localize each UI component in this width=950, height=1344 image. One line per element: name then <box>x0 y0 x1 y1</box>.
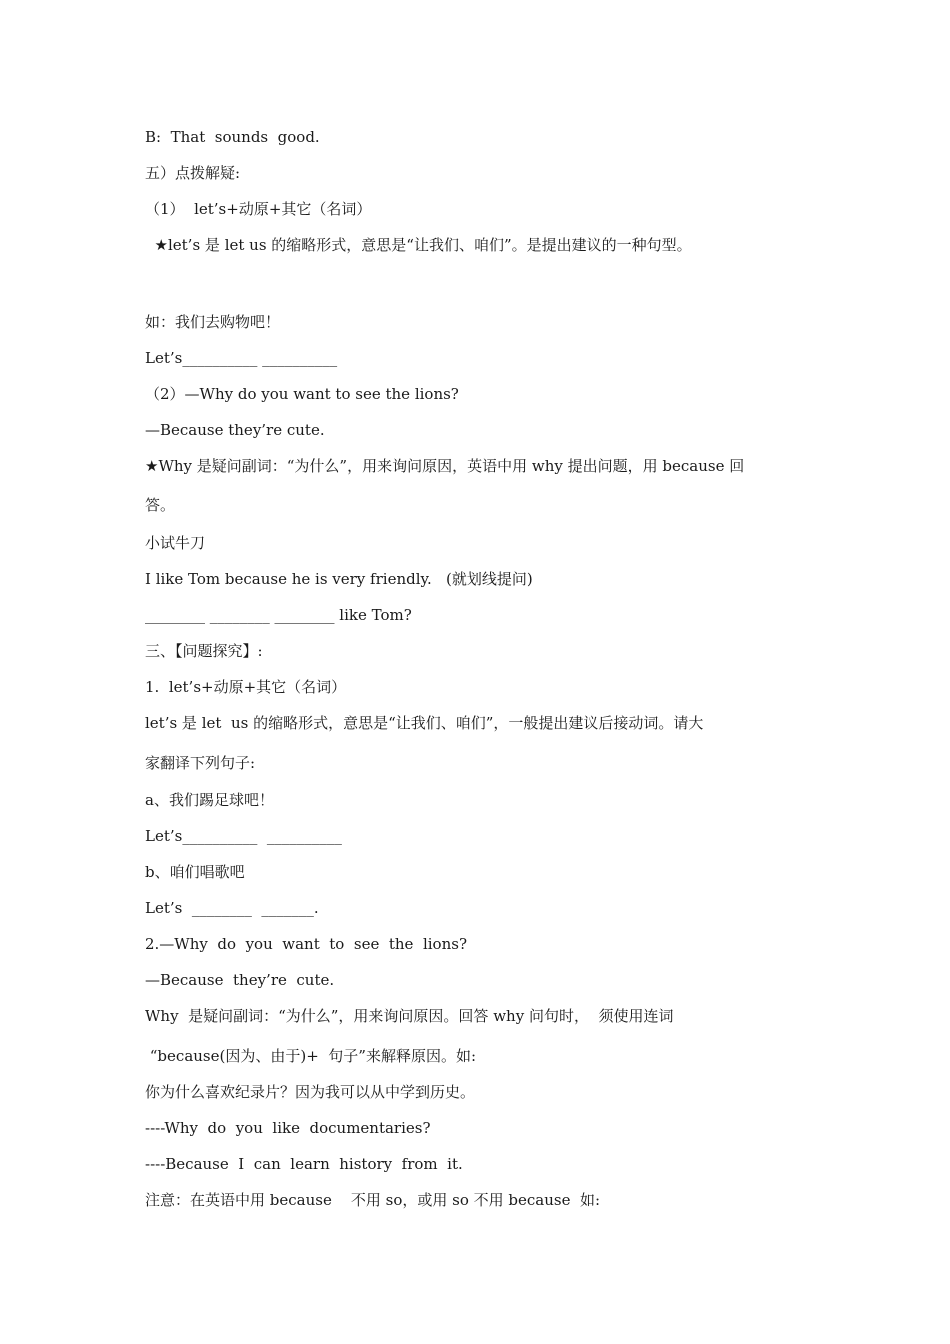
example-chinese: 你为什么喜欢纪录片？因为我可以从中学到历史。 <box>145 1083 476 1101</box>
topic-2-question: 2.—Why do you want to see the lions? <box>145 935 467 953</box>
topic-2-explain-cont: “because(因为、由于)+ 句子”来解释原因。如: <box>145 1047 477 1065</box>
example-prompt: 如：我们去购物吧！ <box>145 313 281 331</box>
practice-blank: ________ ________ ________ like Tom? <box>145 606 412 624</box>
practice-heading: 小试牛刀 <box>145 534 206 552</box>
example-question: ----Why do you like documentaries? <box>145 1119 431 1137</box>
exercise-b: b、咱们唱歌吧 <box>145 863 245 881</box>
point-1-title: （1） let’s+动原+其它（名词） <box>145 200 372 218</box>
dialogue-line-b: B: That sounds good. <box>145 128 320 146</box>
section-heading-5: 五）点拨解疑: <box>145 164 241 182</box>
exercise-a: a、我们踢足球吧！ <box>145 791 274 809</box>
topic-1-explain-cont: 家翻译下列句子: <box>145 754 256 772</box>
point-2-note-cont: 答。 <box>145 496 176 514</box>
point-2-note: ★Why 是疑问副词：“为什么”，用来询问原因，英语中用 why 提出问题，用 because 回 <box>145 457 745 475</box>
practice-sentence: I like Tom because he is very friendly. (就划线提问) <box>145 570 533 588</box>
fill-blank-line: Let’s__________ __________ <box>145 349 338 367</box>
point-2-question: （2）—Why do you want to see the lions? <box>145 385 459 403</box>
note-line: 注意：在英语中用 because 不用 so，或用 so 不用 because 如: <box>145 1191 601 1209</box>
point-2-answer: —Because they’re cute. <box>145 421 325 439</box>
topic-2-explain: Why 是疑问副词：“为什么”，用来询问原因。回答 why 问句时， 须使用连词 <box>145 1007 674 1025</box>
point-1-note: ★let’s 是 let us 的缩略形式，意思是“让我们、咱们”。是提出建议的一种句型。 <box>145 236 692 254</box>
exercise-a-blank: Let’s__________ __________ <box>145 827 342 845</box>
topic-1-explain: let’s 是 let us 的缩略形式，意思是“让我们、咱们”，一般提出建议后接动词。请大 <box>145 714 704 732</box>
example-answer: ----Because I can learn history from it. <box>145 1155 463 1173</box>
topic-2-answer: —Because they’re cute. <box>145 971 335 989</box>
exercise-b-blank: Let’s ________ _______. <box>145 899 319 917</box>
topic-1-title: 1. let’s+动原+其它（名词） <box>145 678 347 696</box>
section-heading-3: 三、【问题探究】: <box>145 642 263 660</box>
